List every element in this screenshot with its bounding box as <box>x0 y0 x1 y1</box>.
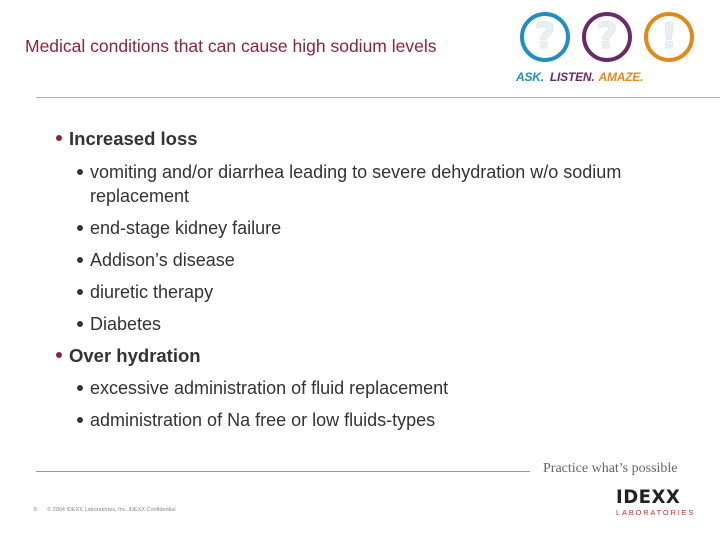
bullet-icon <box>56 352 62 358</box>
sub-bullet <box>90 312 650 336</box>
exclamation-mark-icon: ! <box>644 12 694 62</box>
idexx-wordmark: IDEXX <box>616 486 681 508</box>
question-mark-icon: ? <box>582 12 632 62</box>
bullet-icon <box>56 135 62 141</box>
bullet-icon <box>77 417 83 423</box>
footer-divider <box>36 471 530 472</box>
sub-bullet <box>90 376 650 400</box>
bullet-increased-loss <box>69 128 198 150</box>
bullet-icon <box>77 257 83 263</box>
sub-bullet-text: Addison’s disease <box>90 250 235 270</box>
idexx-logo <box>616 486 696 518</box>
bullet-icon <box>77 225 83 231</box>
logo-ask: ASK. <box>516 70 544 84</box>
sub-bullet-text: vomiting and/or diarrhea leading to severe dehydration w/o sodium replacement <box>90 162 622 206</box>
bullet-label: Increased loss <box>69 128 198 149</box>
bullet-icon <box>77 385 83 391</box>
ask-listen-amaze-logo <box>512 10 702 90</box>
sub-bullet-text: administration of Na free or low fluids-types <box>90 410 436 430</box>
footer-tagline: Practice what’s possible <box>543 461 678 476</box>
bullet-label: Over hydration <box>69 345 201 366</box>
copyright: © 2004 IDEXX Laboratories, Inc. IDEXX Confidential <box>47 507 176 513</box>
sub-bullet <box>90 408 650 432</box>
footer-text <box>34 507 176 513</box>
sub-bullet <box>90 216 650 240</box>
bullet-icon <box>77 321 83 327</box>
sub-bullet-text: Diabetes <box>90 314 162 334</box>
header-divider <box>36 97 720 98</box>
sub-bullet <box>90 160 650 208</box>
sub-bullet-text: excessive administration of fluid replacement <box>90 378 449 398</box>
bullet-over-hydration <box>69 345 201 367</box>
question-mark-icon: ? <box>520 12 570 62</box>
sub-bullet-text: diuretic therapy <box>90 282 214 302</box>
logo-tagline <box>516 70 700 84</box>
sub-bullet <box>90 280 650 304</box>
bullet-icon <box>77 169 83 175</box>
page-number: 5 <box>34 507 38 513</box>
slide-title: Medical conditions that can cause high sodium levels <box>25 36 437 56</box>
logo-amaze: AMAZE. <box>598 70 644 84</box>
logo-listen: LISTEN. <box>549 70 595 84</box>
bullet-icon <box>77 289 83 295</box>
sub-bullet-text: end-stage kidney failure <box>90 218 282 238</box>
sub-bullet <box>90 248 650 272</box>
idexx-laboratories: LABORATORIES <box>616 508 696 517</box>
